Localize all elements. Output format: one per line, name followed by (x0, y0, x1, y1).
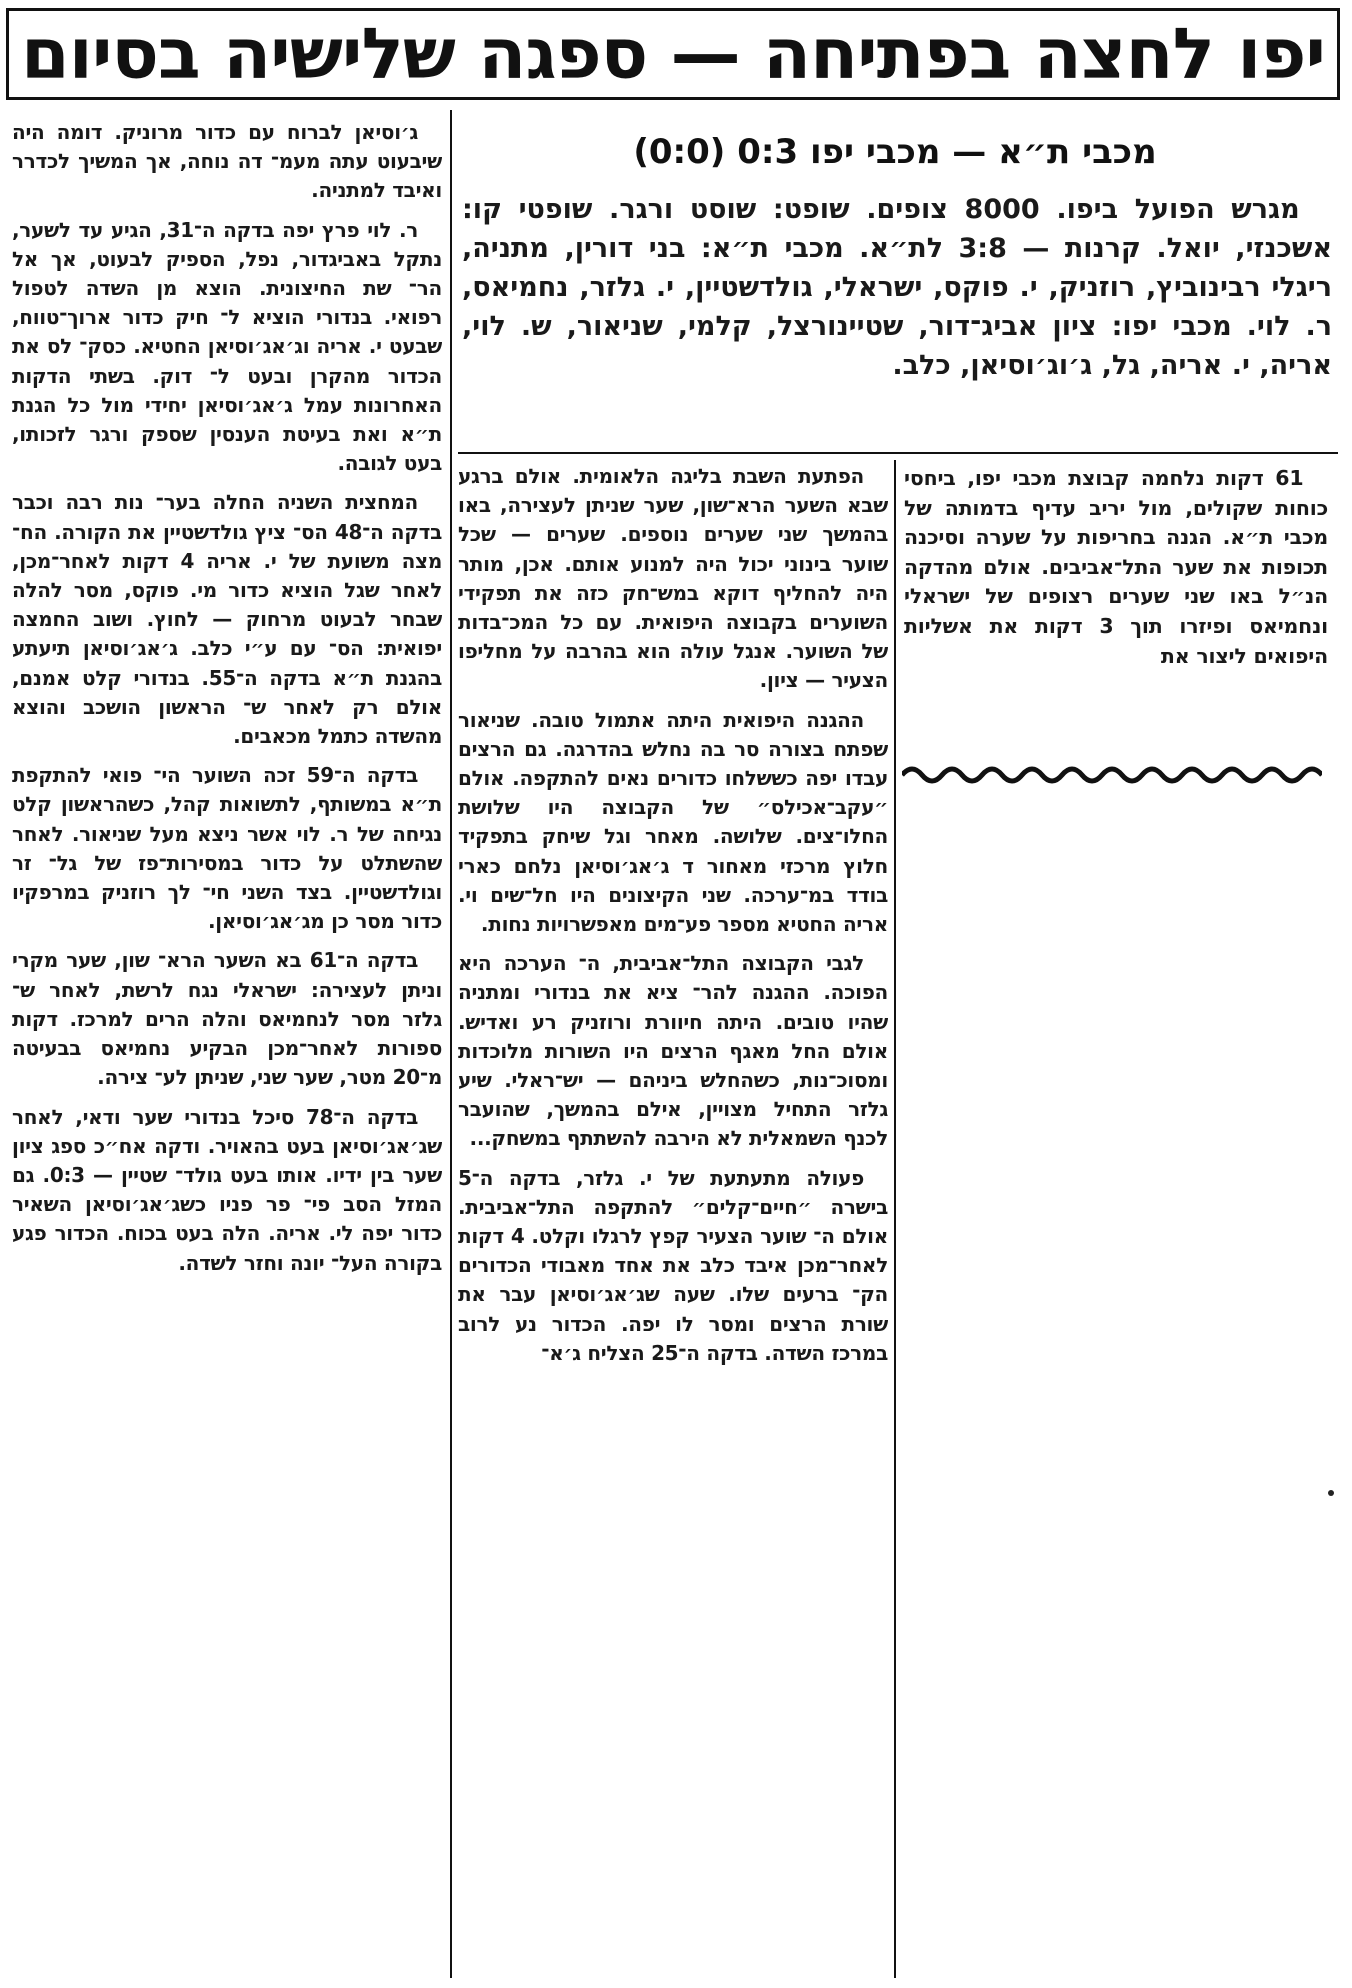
left-paragraph-3: המחצית השניה החלה בער־ נות רבה וכבר בדקה ה־48 הס־ ציץ גולדשטיין את הקורה. הח־ מצה משועת של י. אריה 4 דקות לאחר־מכן, לאחר שגל הוציא כדור מי. פוקס, מסר להלה שבחר לבעוט מרחוק — לחוץ. ושוב החמצה יפואית: הס־ עם ע״י כלב. ג׳אג׳וסיאן תיעתע בהגנת ת״א בדקה ה־55. בנדורי קלט אמנם, אולם רק לאחר ש־ הראשון הושכב והוצא מהשדה כתמל מכאבים. (12, 490, 442, 749)
left-paragraph-4: בדקה ה־59 זכה השוער הי־ פואי להתקפת ת״א במשותף, לתשואות קהל, כשהראשון קלט נגיחה של ר. לוי אשר ניצא מעל שניאור. לאחר שהשתלט על כדור במסירות־פז של גל־ זר וגולדשטיין. בצד השני חי־ לך רוזניק במרפקיו כדור מסר כן מג׳אג׳וסיאן. (12, 763, 442, 934)
intro-bottom-rule (458, 452, 1338, 454)
match-details-intro (462, 190, 1332, 446)
intro-paragraph: מגרש הפועל ביפו. 8000 צופים. שופט: שוסט ורגר. שופטי קו: אשכנזי, יואל. קרנות — 3:8 לת״א. מכבי ת״א: בני דורין, מתניה, ריגלי רבינוביץ, רוזניק, י. פוקס, ישראלי, גולדשטיין, י. גלזר, נחמיאס, ר. לוי. מכבי יפו: ציון אביג־דור, שטיינורצל, קלמי, שניאור, ש. לוי, אריה, י. אריה, גל, ג׳וג׳וסיאן, כלב. (462, 194, 1332, 381)
wavy-divider (902, 760, 1322, 790)
left-paragraph-2: ר. לוי פרץ יפה בדקה ה־31, הגיע עד לשער, נתקל באביגדור, נפל, הספיק לבעוט, אך אל הר־ שת החיצונית. הוצא מן השדה לטפול רפואי. בנדורי הוציא ל־ חיק כדור ארוך־טווח, שבעט י. אריה וג׳אג׳וסיאן החטיא. כסק־ לס את הכדור מהקרן ובעט ל־ דוק. בשתי הדקות האחרונות עמל ג׳אג׳וסיאן יחידי מול כל הגנת ת״א ואת בעיטת הענסין שספק ורגר לזכותו, בעט לגובה. (12, 217, 442, 476)
left-paragraph-5: בדקה ה־61 בא השער הרא־ שון, שער מקרי וניתן לעצירה: ישראלי נגח לרשת, לאחר ש־ גלזר מסר לנחמיאס והלה הרים למרכז. דקות ספורות לאחר־מכן הבקיע נחמיאס בבעיטה מ־20 מטר, שער שני, שניתן לע־ צירה. (12, 948, 442, 1090)
middle-paragraph-4: פעולה מתעתעת של י. גלזר, בדקה ה־5 בישרה ״חיים־קלים״ להתקפה התל־אביבית. אולם ה־ שוער הצעיר קפץ לרגלו וקלט. 4 דקות לאחר־מכן איבד כלב את אחד מאבודי הכדורים הק־ ברעים שלו. שעה שג׳אג׳וסיאן עבר את שורת הרצים ומסר לו יפה. הכדור נע לרוב במרכז השדה. בדקה ה־25 הצליח ג׳א־ (458, 1165, 888, 1365)
middle-paragraph-3: לגבי הקבוצה התל־אביבית, ה־ הערכה היא הפוכה. ההגנה להר־ ציא את בנדורי ומתניה שהיו טובים. היתה חיוורת ורוזניק רע ואדיש. אולם החל מאגף הרצים היו השורות מלוכדות ומסוכ־נות, כשהחלש ביניהם — יש־ראלי. שיע גלזר התחיל מצויין, אילם בהמשך, שהועבר לכנף השמאלית לא הירבה להשתתף במשחק... (458, 951, 888, 1151)
boxed-paragraph: 61 דקות נלחמה קבוצת מכבי יפו, ביחסי כוחות שקולים, מול יריב עדיף בדמותה של מכבי ת״א. הגנה בחריפות על שערה וסיכנה תכופות את שער התל־אביבים. אולם מהדקה הנ״ל באו שני שערים רצופים של ישראלי ונחמיאס ופיזרו תוך 3 דקות את אשליות היפואים ליצור את (904, 466, 1328, 668)
column-rule-right (450, 110, 452, 1978)
middle-paragraph-1: הפתעת השבת בליגה הלאומית. אולם ברגע שבא השער הרא־שון, שער שניתן לעצירה, באו בהמשך שני שערים נוספים. שערים — שכל שוער בינוני יכול היה למנוע אותם. אכן, מותר היה להחליף דוקא במש־חק כזה את תפקידי השוערים בקבוצה היפואית. עם כל המכ־בדות של השוער. אנגל עולה הוא בהרבה על מחליפו הצעיר — ציון. (458, 464, 888, 693)
middle-column (458, 462, 888, 1978)
subheadline: מכבי ת״א — מכבי יפו 0:3 (0:0) (633, 132, 1157, 172)
left-paragraph-1: ג׳וסיאן לברוח עם כדור מרוניק. דומה היה שיבעוט עתה מעמ־ דה נוחה, אך המשיך לכדרר ואיבד למתניה. (12, 120, 442, 203)
middle-paragraph-2: ההגנה היפואית היתה אתמול טובה. שניאור שפתח בצורה סר בה נחלש בהדרגה. גם הרצים עבדו יפה כששלחו כדורים נאים להתקפה. אולם ״עקב־אכילס״ של הקבוצה היו שלושת החלו־צים. שלושה. מאחר וגל שיחק בתפקיד חלוץ מרכזי מאחור ד ג׳אג׳וסיאן נלחם כארי בודד במ־ערכה. שני הקיצונים היו חל־שים וי. אריה החטיא מספר פע־מים מאפשרויות נחות. (458, 707, 888, 937)
print-speck (1328, 1490, 1334, 1496)
headline: יפו לחצה בפתיחה — ספגה שלישיה בסיום (6, 8, 1340, 100)
boxed-lead (904, 464, 1328, 760)
left-column (12, 118, 442, 1978)
left-paragraph-6: בדקה ה־78 סיכל בנדורי שער ודאי, לאחר שג׳אג׳וסיאן בעט בהאויר. ודקה אח״כ ספג ציון שער בין ידיו. אותו בעט גולד־ שטיין — 0:3. גם המזל הסב פי־ פר פניו כשג׳אג׳וסיאן השאיר כדור יפה לי. אריה. הלה בעט בכוח. הכדור פגע בקורה העל־ יונה וחזר לשדה. (12, 1104, 442, 1275)
column-rule-middle (894, 460, 896, 1978)
